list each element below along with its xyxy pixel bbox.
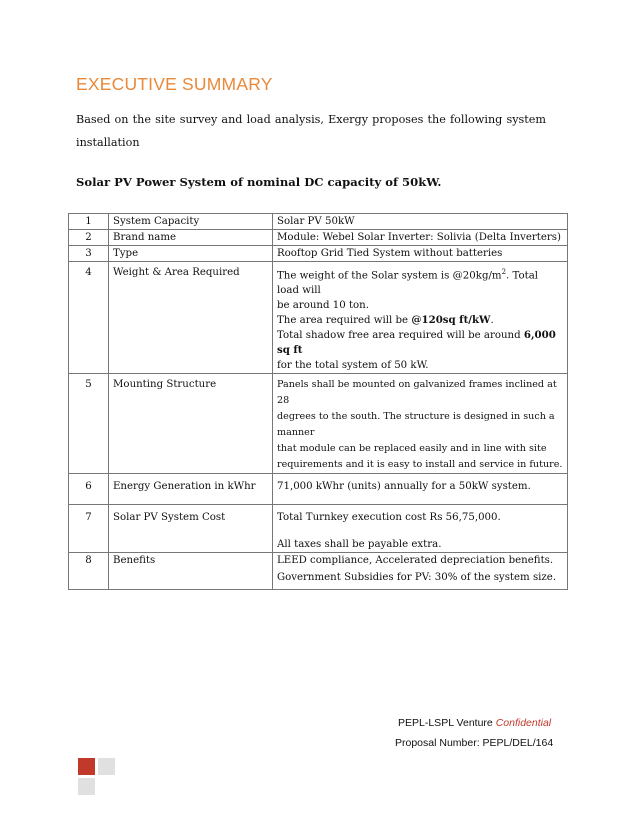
row-value: Module: Webel Solar Inverter: Solivia (Delta Inverters) <box>273 230 568 246</box>
mounting-line: requirements and it is easy to install and service in future. <box>277 459 563 471</box>
benefit-line: Government Subsidies for PV: 30% of the system size. <box>277 572 557 584</box>
intro-line-1: Based on the site survey and load analysis, Exergy proposes the following system <box>76 113 546 126</box>
row-value: Rooftop Grid Tied System without batteries <box>273 246 568 262</box>
shadow-line-2: for the total system of 50 kW. <box>277 360 429 372</box>
cost-line: Total Turnkey execution cost Rs 56,75,000. <box>277 512 501 524</box>
page-footer <box>395 713 553 753</box>
row-number: 6 <box>69 474 109 505</box>
area-text-end: . <box>490 315 494 327</box>
weight-line-2: be around 10 ton. <box>277 300 369 312</box>
mounting-line: that module can be replaced easily and in line with site <box>277 443 547 455</box>
shadow-text: Total shadow free area required will be around <box>277 330 524 342</box>
area-line <box>277 313 563 328</box>
row-label: Brand name <box>109 230 273 246</box>
proposal-number: Proposal Number: PEPL/DEL/164 <box>395 737 554 749</box>
row-label: Solar PV System Cost <box>109 505 273 553</box>
system-subheading: Solar PV Power System of nominal DC capacity of 50kW. <box>76 175 442 189</box>
table-row <box>69 553 568 590</box>
row-value: 71,000 kWhr (units) annually for a 50kW system. <box>273 474 568 505</box>
weight-text: The weight of the Solar system is @20kg/m <box>277 270 502 282</box>
footer-venture-text: PEPL-LSPL Venture <box>398 717 496 729</box>
table-row <box>69 374 568 474</box>
decorative-square-red <box>78 758 95 775</box>
weight-text-end: . Total load will <box>277 270 539 297</box>
page-title: EXECUTIVE SUMMARY <box>76 74 273 94</box>
table-row <box>69 230 568 246</box>
row-value: Solar PV 50kW <box>273 214 568 230</box>
shadow-line <box>277 328 563 358</box>
row-value <box>273 505 568 553</box>
table-row <box>69 505 568 553</box>
shadow-value: 6,000 sq ft <box>277 329 556 357</box>
intro-paragraph <box>76 108 546 154</box>
area-value: @120sq ft/kW <box>411 314 491 327</box>
table-row <box>69 262 568 374</box>
weight-line <box>277 265 563 298</box>
row-value <box>273 262 568 374</box>
decorative-square-gray <box>78 778 95 795</box>
row-label: System Capacity <box>109 214 273 230</box>
row-number: 7 <box>69 505 109 553</box>
footer-venture <box>395 713 553 733</box>
table-row <box>69 246 568 262</box>
row-number: 4 <box>69 262 109 374</box>
row-value <box>273 553 568 590</box>
table-row <box>69 214 568 230</box>
table-row <box>69 474 568 505</box>
mounting-line: degrees to the south. The structure is designed in such a manner <box>277 411 555 439</box>
row-label: Type <box>109 246 273 262</box>
summary-table <box>68 213 568 590</box>
row-number: 2 <box>69 230 109 246</box>
mounting-line: Panels shall be mounted on galvanized frames inclined at 28 <box>277 379 557 407</box>
intro-line-2: installation <box>76 136 140 149</box>
confidential-label: Confidential <box>495 717 552 729</box>
area-text: The area required will be <box>277 315 412 327</box>
row-number: 8 <box>69 553 109 590</box>
decorative-square-gray <box>98 758 115 775</box>
row-number: 3 <box>69 246 109 262</box>
row-number: 1 <box>69 214 109 230</box>
row-label: Mounting Structure <box>109 374 273 474</box>
benefit-line: LEED compliance, Accelerated depreciation benefits. <box>277 555 554 567</box>
row-label: Energy Generation in kWhr <box>109 474 273 505</box>
tax-line: All taxes shall be payable extra. <box>277 539 442 551</box>
weight-superscript: 2 <box>501 268 507 276</box>
row-label: Weight & Area Required <box>109 262 273 374</box>
row-label: Benefits <box>109 553 273 590</box>
row-value <box>273 374 568 474</box>
row-number: 5 <box>69 374 109 474</box>
